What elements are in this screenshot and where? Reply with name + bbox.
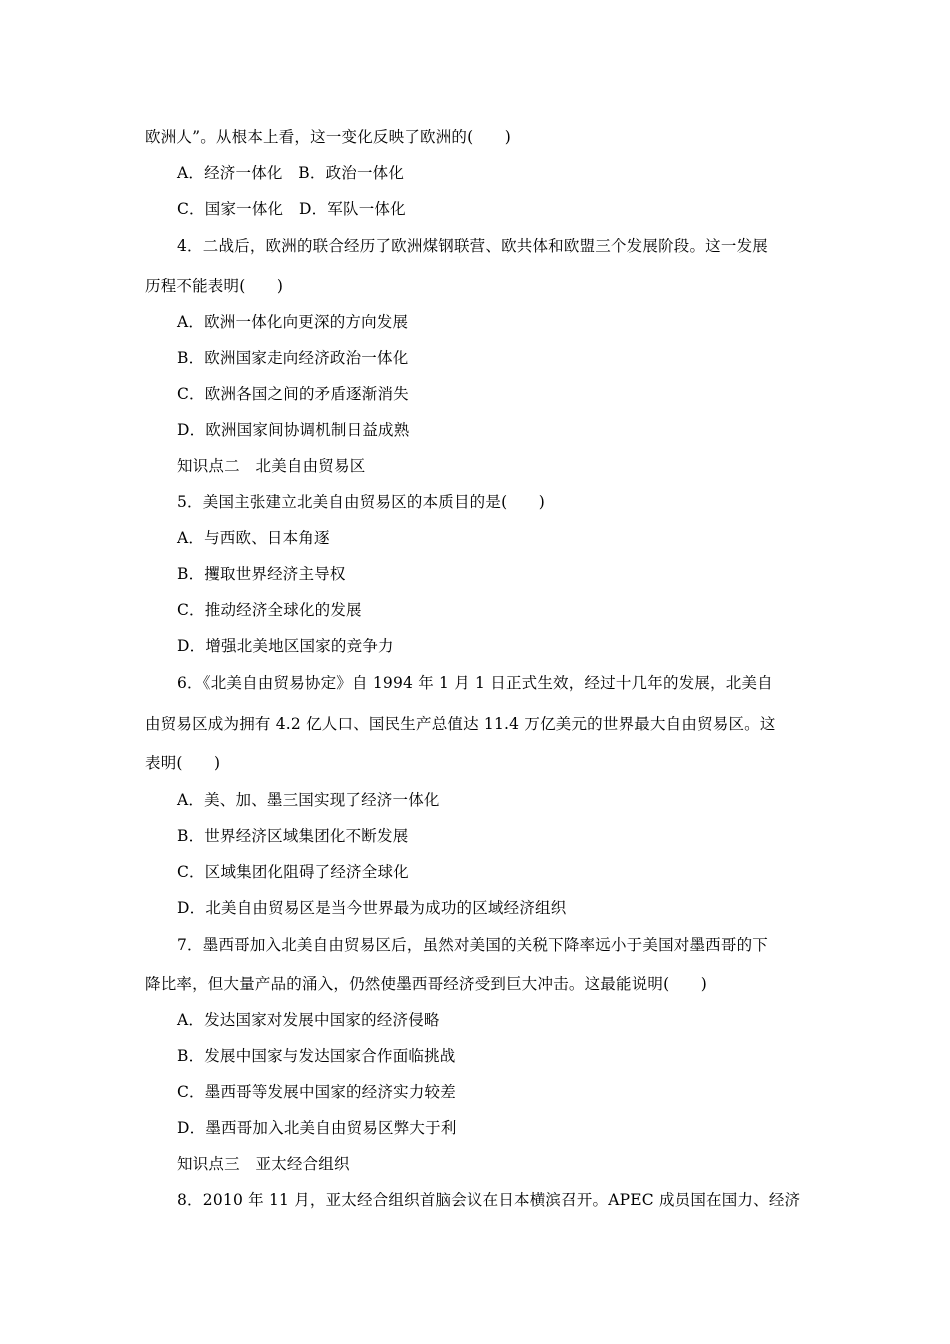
text-line: 由贸易区成为拥有 4.2 亿人口、国民生产总值达 11.4 万亿美元的世界最大自由贸易区。这	[145, 715, 776, 733]
text-line: 表明( )	[145, 754, 221, 772]
option-a: A．发达国家对发展中国家的经济侵略	[177, 1011, 440, 1029]
question-5: 5．美国主张建立北美自由贸易区的本质目的是( )	[177, 493, 545, 511]
question-6: 6．《北美自由贸易协定》自 1994 年 1 月 1 日正式生效，经过十几年的发展，北美自	[177, 674, 773, 692]
text-line: 历程不能表明( )	[145, 277, 284, 295]
option-line: A．经济一体化 B．政治一体化	[177, 164, 405, 182]
option-c: C．区域集团化阻碍了经济全球化	[177, 863, 409, 881]
option-a: A．美、加、墨三国实现了经济一体化	[177, 791, 440, 809]
question-8: 8．2010 年 11 月，亚太经合组织首脑会议在日本横滨召开。APEC 成员国在国力、经济	[177, 1191, 801, 1209]
option-a: A．欧洲一体化向更深的方向发展	[177, 313, 409, 331]
option-d: D．增强北美地区国家的竞争力	[177, 637, 394, 655]
text-line: 降比率，但大量产品的涌入，仍然使墨西哥经济受到巨大冲击。这最能说明( )	[145, 975, 707, 993]
text-line: 欧洲人”。从根本上看，这一变化反映了欧洲的( )	[145, 128, 512, 146]
option-b: B．发展中国家与发达国家合作面临挑战	[177, 1047, 456, 1065]
option-d: D．墨西哥加入北美自由贸易区弊大于利	[177, 1119, 457, 1137]
option-d: D．欧洲国家间协调机制日益成熟	[177, 421, 410, 439]
option-c: C．欧洲各国之间的矛盾逐渐消失	[177, 385, 409, 403]
option-d: D．北美自由贸易区是当今世界最为成功的区域经济组织	[177, 899, 567, 917]
section-heading: 知识点三 亚太经合组织	[177, 1155, 350, 1173]
question-4: 4．二战后，欧洲的联合经历了欧洲煤钢联营、欧共体和欧盟三个发展阶段。这一发展	[177, 237, 768, 255]
option-b: B．世界经济区域集团化不断发展	[177, 827, 409, 845]
section-heading: 知识点二 北美自由贸易区	[177, 457, 366, 475]
option-a: A．与西欧、日本角逐	[177, 529, 330, 547]
option-c: C．推动经济全球化的发展	[177, 601, 362, 619]
option-c: C．墨西哥等发展中国家的经济实力较差	[177, 1083, 456, 1101]
question-7: 7．墨西哥加入北美自由贸易区后，虽然对美国的关税下降率远小于美国对墨西哥的下	[177, 936, 768, 954]
option-b: B．攫取世界经济主导权	[177, 565, 346, 583]
option-line: C．国家一体化 D．军队一体化	[177, 200, 406, 218]
option-b: B．欧洲国家走向经济政治一体化	[177, 349, 409, 367]
